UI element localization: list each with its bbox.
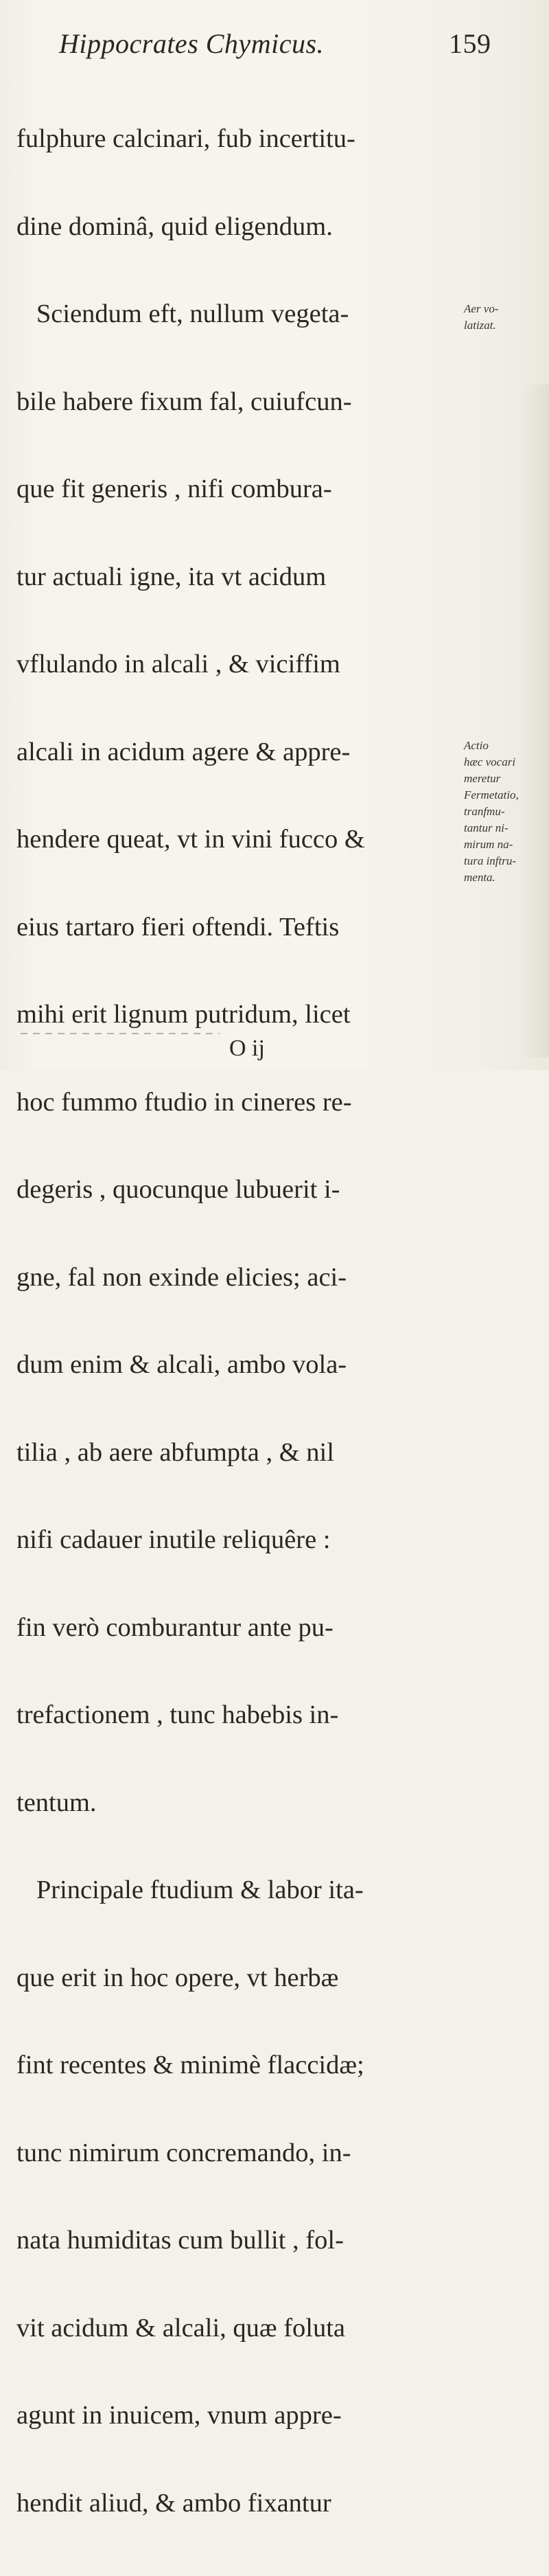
text-line: trefactionem , tunc habebis in- xyxy=(16,1700,339,1729)
text-line: degeris , quocunque lubuerit i- xyxy=(16,1175,340,1204)
text-line: tunc nimirum concremando, in- xyxy=(16,2138,351,2167)
text-line: eius tartaro fieri oftendi. Teftis xyxy=(16,912,340,942)
marginal-note-actio: Actio hæc vocari meretur Fermetatio, tranfmu- tantur ni- mirum na- tura inftru- menta. xyxy=(464,739,519,884)
running-title: Hippocrates Chymicus. xyxy=(59,28,325,59)
text-line: tur actuali igne, ita vt acidum xyxy=(16,562,327,591)
text-line: tilia , ab aere abfumpta , & nil xyxy=(16,1437,334,1467)
text-line: mihi erit lignum putridum, licet xyxy=(16,1000,351,1029)
text-line: que fit generis , nifi combura- xyxy=(16,475,332,503)
text-line: Principale ftudium & labor ita- xyxy=(16,1876,364,1904)
text-line: hendere queat, vt in vini fucco & xyxy=(16,825,365,854)
text-line: que erit in hoc opere, vt herbæ xyxy=(16,1963,339,1992)
text-line: agunt in inuicem, vnum appre- xyxy=(16,2401,342,2430)
text-line: vit acidum & alcali, quæ foluta xyxy=(16,2313,345,2343)
text-line: hendit aliud, & ambo fixantur xyxy=(16,2488,331,2518)
page-edge-shadow xyxy=(522,385,549,1058)
catchword-rule xyxy=(21,1033,220,1034)
text-line: Sciendum eft, nullum vegeta- xyxy=(16,299,349,328)
text-line: alcali in acidum agere & appre- xyxy=(16,737,351,766)
text-line: dine dominâ, quid eligendum. xyxy=(16,212,333,241)
signature-mark: O ij xyxy=(229,1036,265,1061)
text-line: nata humiditas cum bullit , fol- xyxy=(16,2226,344,2255)
text-line: hoc fummo ftudio in cineres re- xyxy=(16,1087,352,1117)
text-line: dum enim & alcali, ambo vola- xyxy=(16,1350,347,1379)
text-line: fint recentes & minimè flaccidæ; xyxy=(16,2051,364,2079)
marginal-note-aer: Aer vo- latizat. xyxy=(464,302,499,332)
text-line: tentum. xyxy=(16,1788,97,1817)
text-line: vflulando in alcali , & viciffim xyxy=(16,650,340,679)
text-line: bile habere fixum fal, cuiufcun- xyxy=(16,387,352,416)
body-text xyxy=(16,66,442,2576)
page-number: 159 xyxy=(449,28,491,59)
running-head xyxy=(59,27,505,63)
text-line: fulphure calcinari, fub incertitu- xyxy=(16,124,355,153)
text-line: fin verò comburantur ante pu- xyxy=(16,1612,334,1642)
text-line: gne, fal non exinde elicies; aci- xyxy=(16,1262,347,1292)
text-line: nifi cadauer inutile reliquêre : xyxy=(16,1525,331,1554)
